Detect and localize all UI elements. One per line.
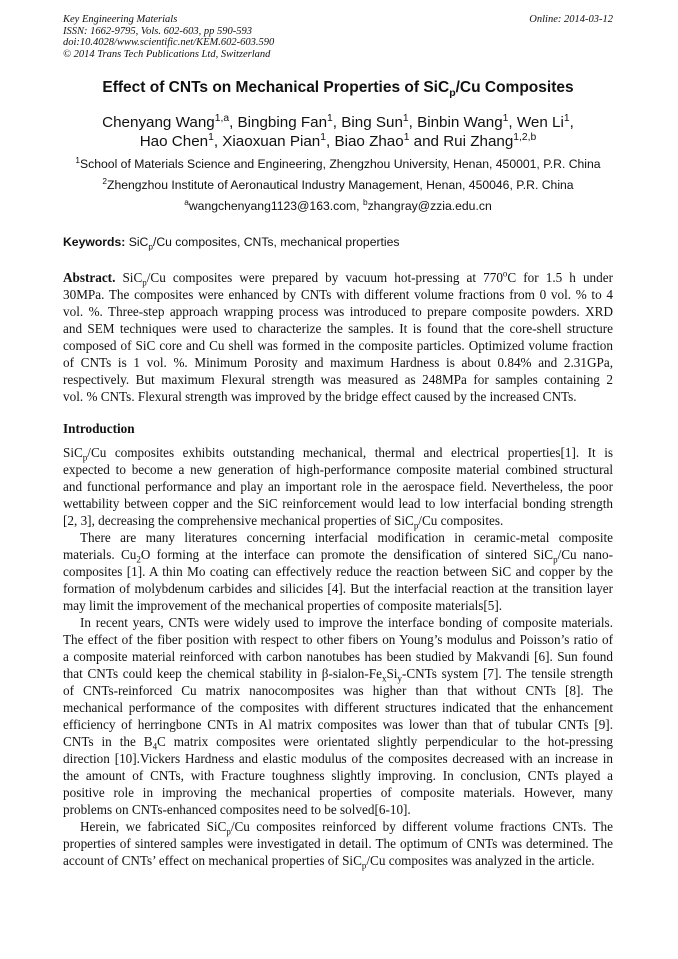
author: Binbin Wang$^1$, xyxy=(417,112,517,131)
issn-line: ISSN: 1662-9795, Vols. 602-603, pp 590-593 xyxy=(63,25,252,37)
paragraph: There are many literatures concerning interfacial modification in ceramic-metal composite materials. $Cu_2O$ forming at the interface can promote the densification of sintered SiC$_p$/Cu nano- composites [1]. A thin Mo coating can effectively reduce the reaction between SiC and copper by the formation of molybdenum carbides and silicides [4]. But the interfacial reaction at the transition layer may limit the improvement of the mechanical properties of composite materials[5]. xyxy=(63,530,613,613)
paragraph: SiC$_p$/Cu composites exhibits outstanding mechanical, thermal and electrical properties[1]. It is expected to become a new generation of high-performance composite material combined structural and functional performance and play an important role in the aerospace field. Nevertheless, the poor wettability between copper and the SiC reinforcement would lead to low interfacial bonding strength [2, 3], decreasing the comprehensive mechanical properties of SiC$_p$/Cu composites. xyxy=(63,445,613,531)
paragraph: In recent years, CNTs were widely used to improve the interface bonding of composite materials. The effect of the fiber position with respect to other fibers on Young’s modulus and Poisson’s ratio of a composite material reinforced with carbon nanotubes has been studied by Makvandi [6]. Sun found that CNTs could keep the chemical stability in $\beta-sialon-Fe_xSi_y$-CNTs system [7]. The tensile strength of CNTs-reinforced Cu matrix nanocomposites was higher than that without CNTs [8]. The mechanical performance of the composites with different structures indicated that the enhancement efficiency of herringbone CNTs in Al matrix composites was lower than that of tubular CNTs [9]. CNTs in the $B_4C$ matrix composites were orientated slightly perpendicular to the hot-pressing direction [10].Vickers Hardness and elastic modulus of the composites decreased with an increase in the amount of CNTs, with Fracture toughness slightly improving. In conclusion, CNTs played a positive role in improving the mechanical properties of composite materials. However, many problems on CNTs-enhanced composites need to be solved[6-10]. xyxy=(63,615,614,817)
author-emails: $^a$wangchenyang1123@163.com, $^b$zhangray@zzia.edu.cn xyxy=(184,196,492,213)
introduction-body xyxy=(63,444,613,869)
keywords: Keywords: SiC$_p$/Cu composites, CNTs, mechanical properties xyxy=(63,235,400,252)
paper-title: Effect of CNTs on Mechanical Properties of SiC$_p$/Cu Composites xyxy=(102,79,574,100)
keywords-label: Keywords: xyxy=(63,235,126,249)
author: Biao Zhao$^1$ and xyxy=(334,131,444,150)
author: Xiaoxuan Pian$^1$, xyxy=(222,131,335,150)
author: Wen Li$^1$, xyxy=(516,112,574,131)
author: Bingbing Fan$^1$, xyxy=(237,112,342,131)
author: Bing Sun$^1$, xyxy=(341,112,418,131)
journal-name: Key Engineering Materials xyxy=(63,14,178,25)
journal-header xyxy=(63,14,613,60)
section-heading-introduction: Introduction xyxy=(63,421,135,436)
author-list xyxy=(63,113,613,151)
abstract-label: Abstract. xyxy=(63,270,116,285)
doi-line: doi:10.4028/www.scientific.net/KEM.602-603.590 xyxy=(63,37,275,48)
affiliation-2: $^2$Zhengzhou Institute of Aeronautical Industry Management, Henan, 450046, P.R. China xyxy=(102,175,574,192)
affiliation-1: $^1$School of Materials Science and Engineering, Zhengzhou University, Henan, 450001, P.R. China xyxy=(75,154,601,171)
online-date: Online: 2014-03-12 xyxy=(529,14,613,25)
copyright-line: © 2014 Trans Tech Publications Ltd, Switzerland xyxy=(63,48,271,60)
author: Hao Chen$^1$, xyxy=(139,131,223,150)
paragraph: Herein, we fabricated SiC$_p$/Cu composites reinforced by different volume fractions CNTs. The properties of sintered samples were investigated in detail. The optimum of CNTs was determined. The account of CNTs’ effect on mechanical properties of SiC$_p$/Cu composites was analyzed in the article. xyxy=(63,819,613,871)
author: Chenyang Wang$^{1,a}$, xyxy=(102,112,238,131)
author: Rui Zhang$^{1,2,b}$ xyxy=(443,131,537,150)
abstract: Abstract. SiC$_p$/Cu composites were prepared by vacuum hot-pressing at 770$^o$C for 1.5 h under 30MPa. The composites were enhanced by CNTs with different volume fractions from 0 vol. % to 4 vol. %. Three-step approach wrapping process was introduced to prepare composite powders. XRD and SEM techniques were used to characterize the samples. It is found that the core-shell structure composed of SiC core and Cu shell was formed in the composite particles. Optimized volume fraction of CNTs is 1 vol. %. Minimum Porosity and maximum Hardness is about 0.84% and 2.31GPa, respectively. But maximum Flexural strength was measured as 248MPa for samples containing 2 vol. % CNTs. Flexural strength was improved by the bridge effect caused by the increased CNTs. xyxy=(63,268,613,404)
